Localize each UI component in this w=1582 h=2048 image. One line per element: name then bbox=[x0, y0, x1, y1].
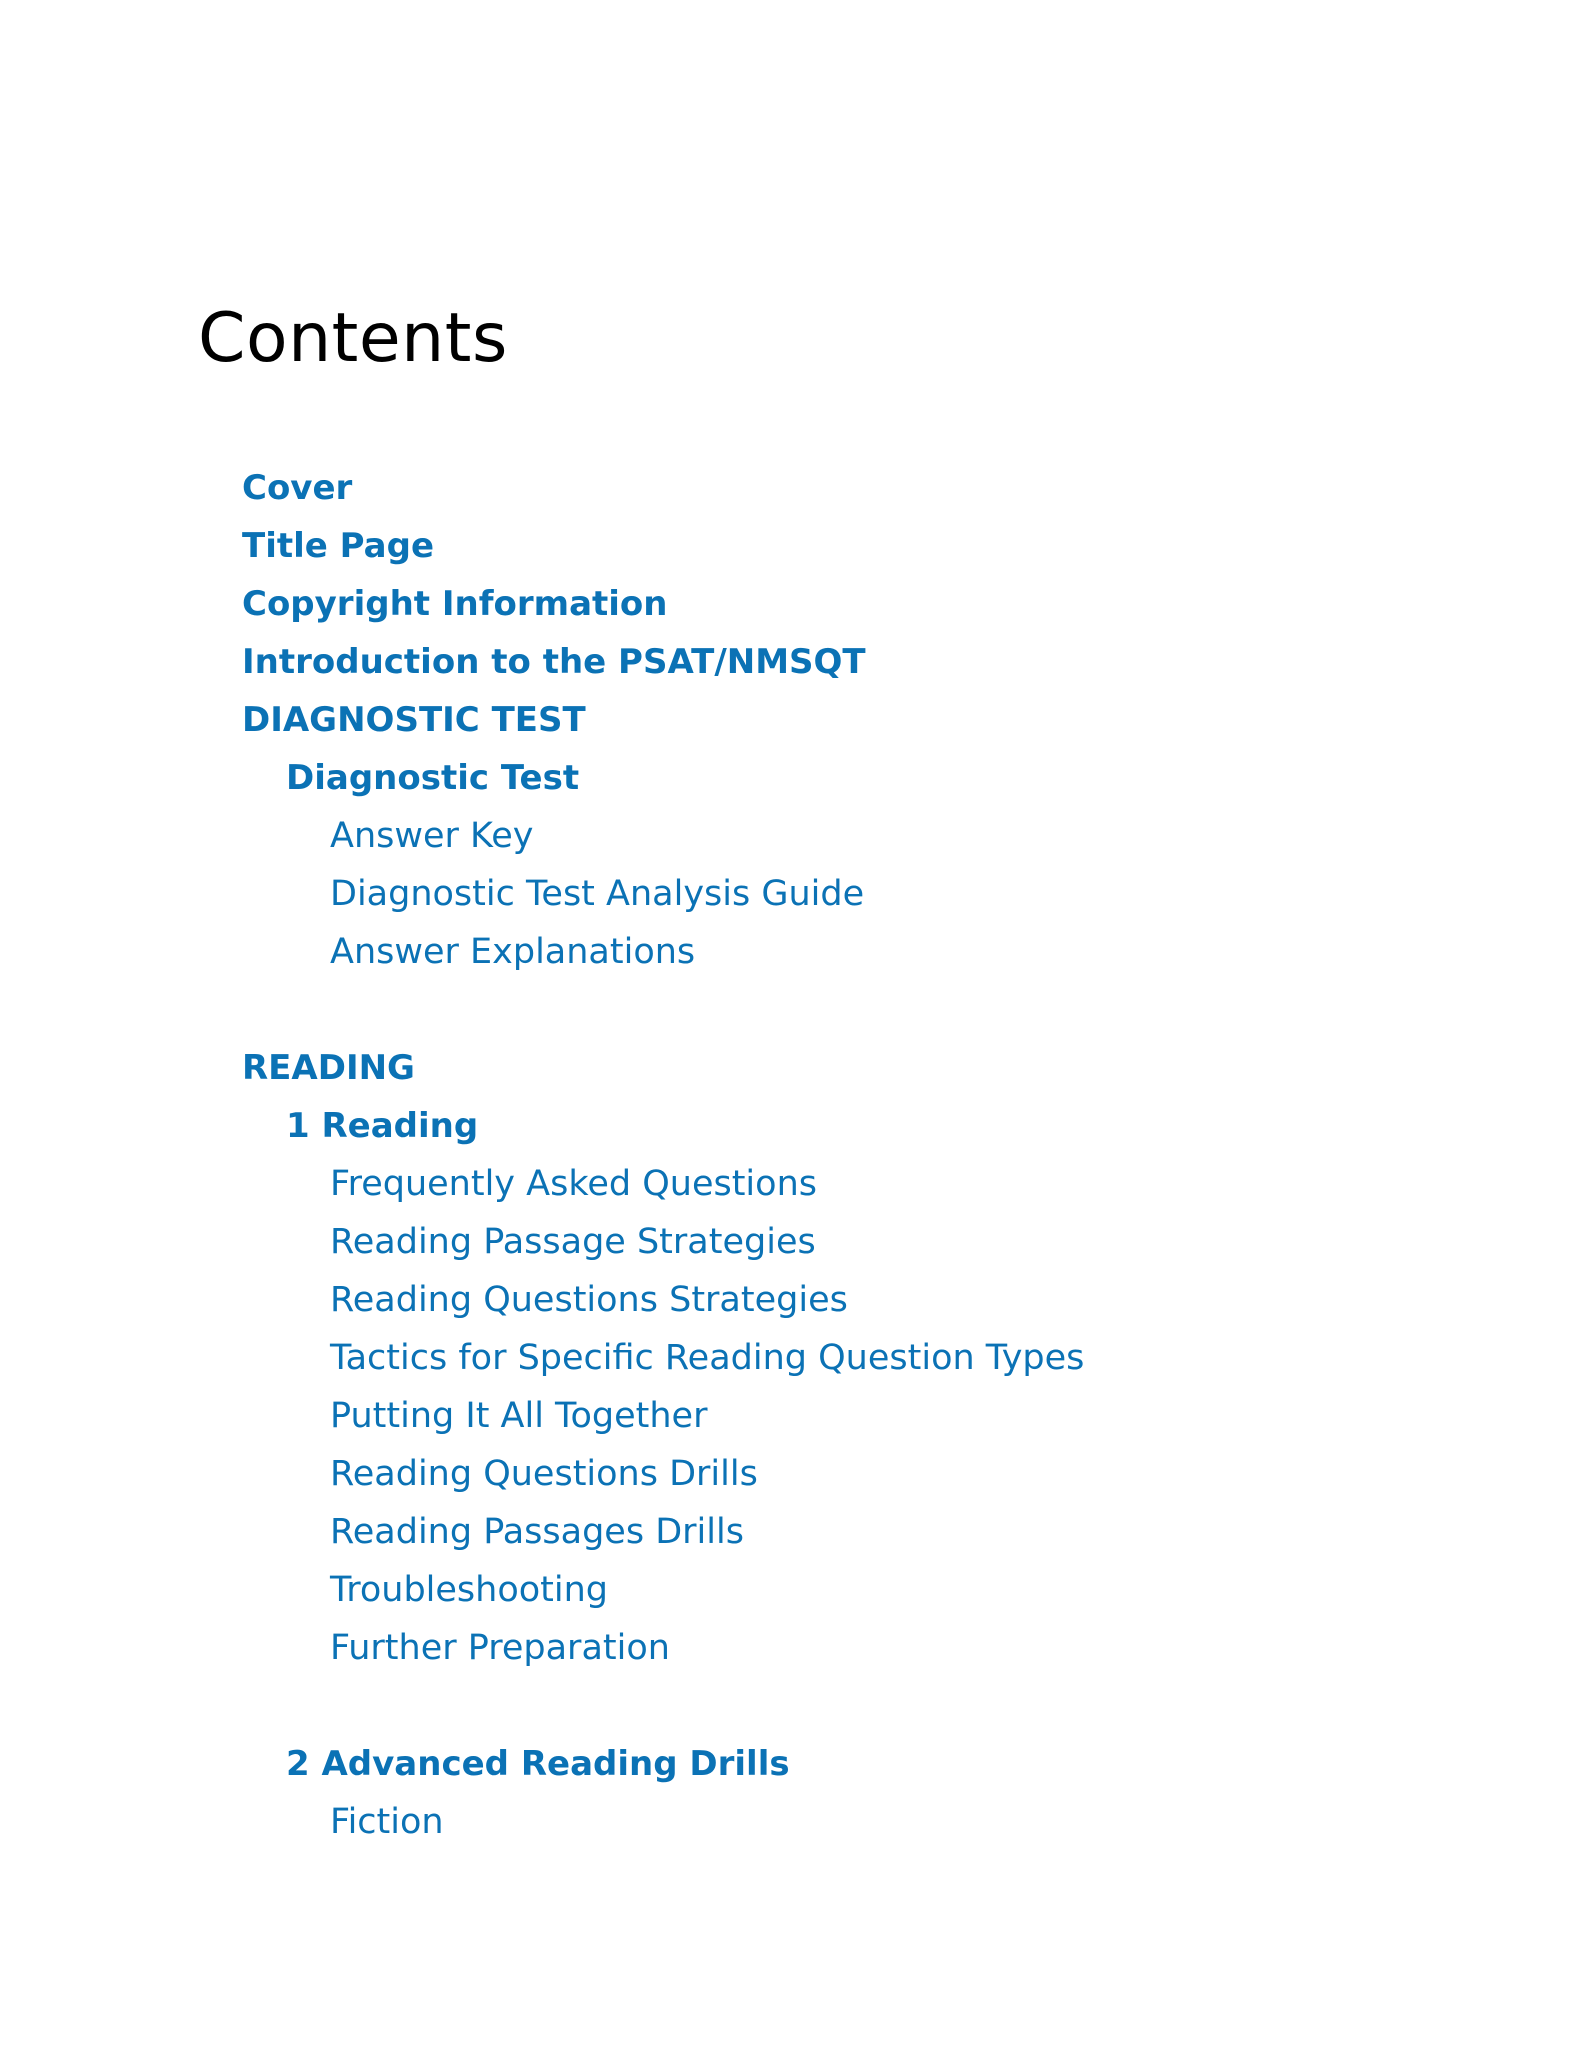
toc-part-diagnostic-test[interactable]: DIAGNOSTIC TEST bbox=[242, 700, 586, 740]
toc-section-passages-drills[interactable]: Reading Passages Drills bbox=[330, 1512, 744, 1552]
toc-chapter-diagnostic-test[interactable]: Diagnostic Test bbox=[286, 758, 580, 798]
toc-section-passage-strategies[interactable]: Reading Passage Strategies bbox=[330, 1222, 816, 1262]
toc-link-cover[interactable]: Cover bbox=[242, 468, 353, 508]
toc-section-analysis-guide[interactable]: Diagnostic Test Analysis Guide bbox=[330, 874, 865, 914]
toc-section-further-preparation[interactable]: Further Preparation bbox=[330, 1628, 670, 1668]
toc-section-answer-key[interactable]: Answer Key bbox=[330, 816, 534, 856]
toc-section-faq[interactable]: Frequently Asked Questions bbox=[330, 1164, 817, 1204]
toc-section-putting-it-together[interactable]: Putting It All Together bbox=[330, 1396, 708, 1436]
toc-link-introduction[interactable]: Introduction to the PSAT/NMSQT bbox=[242, 642, 866, 682]
toc-section-tactics[interactable]: Tactics for Specific Reading Question Types bbox=[330, 1338, 1085, 1378]
toc-section-fiction[interactable]: Fiction bbox=[330, 1802, 444, 1842]
toc-chapter-1-reading[interactable]: 1 Reading bbox=[286, 1106, 479, 1146]
toc-link-title-page[interactable]: Title Page bbox=[242, 526, 434, 566]
toc-link-copyright-information[interactable]: Copyright Information bbox=[242, 584, 668, 624]
toc-section-questions-strategies[interactable]: Reading Questions Strategies bbox=[330, 1280, 848, 1320]
toc-chapter-2-advanced-reading-drills[interactable]: 2 Advanced Reading Drills bbox=[286, 1744, 790, 1784]
page-title: Contents bbox=[198, 299, 508, 378]
toc-section-answer-explanations[interactable]: Answer Explanations bbox=[330, 932, 696, 972]
toc-section-troubleshooting[interactable]: Troubleshooting bbox=[330, 1570, 609, 1610]
toc-section-questions-drills[interactable]: Reading Questions Drills bbox=[330, 1454, 758, 1494]
toc-part-reading[interactable]: READING bbox=[242, 1048, 415, 1088]
